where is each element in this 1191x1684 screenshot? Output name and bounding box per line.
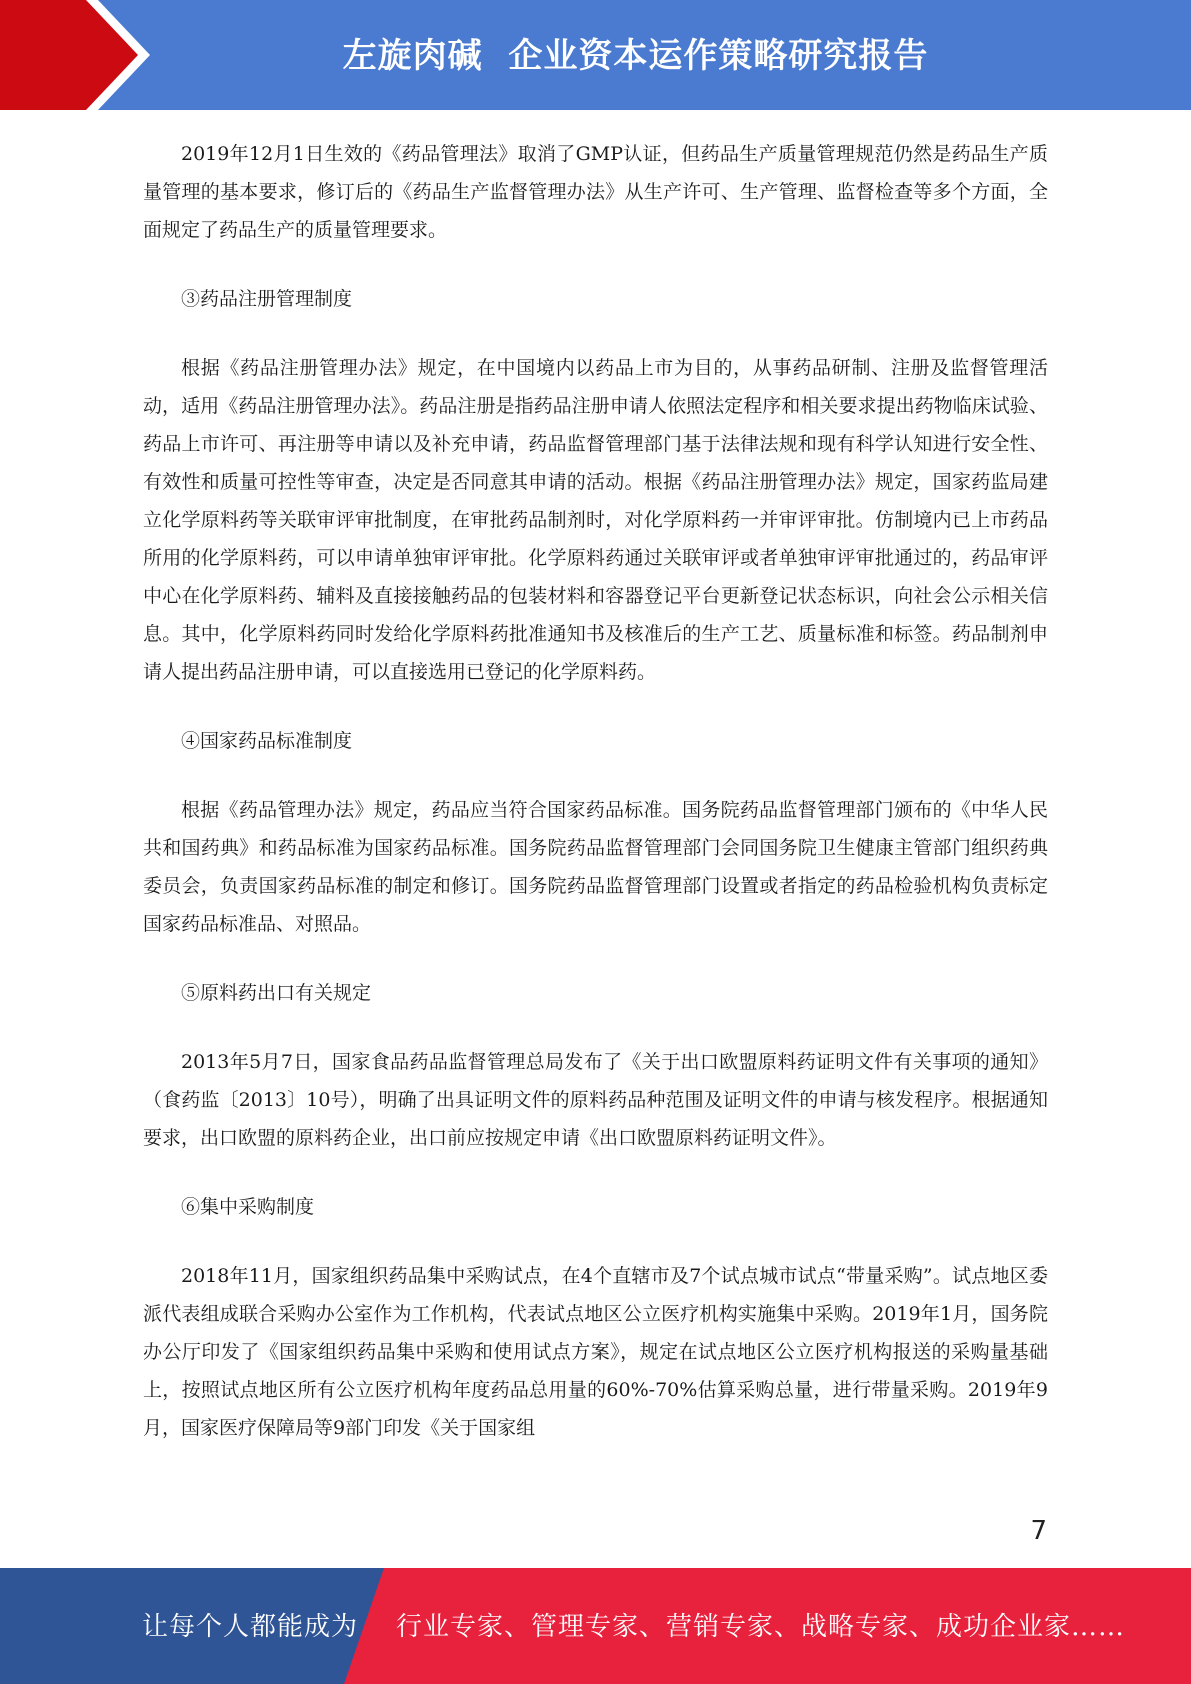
footer-banner (0, 1568, 1191, 1684)
report-title: 左旋肉碱 企业资本运作策略研究报告 (342, 36, 929, 76)
section-heading: ⑤原料药出口有关规定 (181, 982, 372, 1004)
body-paragraph: 2013年5月7日，国家食品药品监督管理总局发布了《关于出口欧盟原料药证明文件有关事项的通知》（食药监〔2013〕10号），明确了出具证明文件的原料药品种范围及证明文件的申请与核发程序。根据通知要求，出口欧盟的原料药企业，出口前应按规定申请《出口欧盟原料药证明文件》。 (143, 1051, 1048, 1149)
section-heading: ⑥集中采购制度 (181, 1196, 315, 1218)
body-paragraph: 根据《药品管理办法》规定，药品应当符合国家药品标准。国务院药品监督管理部门颁布的《中华人民共和国药典》和药品标准为国家药品标准。国务院药品监督管理部门会同国务院卫生健康主管部门组织药典委员会，负责国家药品标准的制定和修订。国务院药品监督管理部门设置或者指定的药品检验机构负责标定国家药品标准品、对照品。 (143, 799, 1048, 935)
section-heading: ③药品注册管理制度 (181, 288, 353, 310)
document-body (143, 135, 1048, 1447)
page-number: 7 (1030, 1516, 1047, 1546)
body-paragraph: 2019年12月1日生效的《药品管理法》取消了GMP认证，但药品生产质量管理规范仍然是药品生产质量管理的基本要求，修订后的《药品生产监督管理办法》从生产许可、生产管理、监督检查等多个方面，全面规定了药品生产的质量管理要求。 (143, 143, 1048, 241)
body-paragraph: 根据《药品注册管理办法》规定，在中国境内以药品上市为目的，从事药品研制、注册及监督管理活动，适用《药品注册管理办法》。药品注册是指药品注册申请人依照法定程序和相关要求提出药物临床试验、药品上市许可、再注册等申请以及补充申请，药品监督管理部门基于法律法规和现有科学认知进行安全性、有效性和质量可控性等审查，决定是否同意其申请的活动。根据《药品注册管理办法》规定，国家药监局建立化学原料药等关联审评审批制度，在审批药品制剂时，对化学原料药一并审评审批。仿制境内已上市药品所用的化学原料药，可以申请单独审评审批。化学原料药通过关联审评或者单独审评审批通过的，药品审评中心在化学原料药、辅料及直接接触药品的包装材料和容器登记平台更新登记状态标识，向社会公示相关信息。其中，化学原料药同时发给化学原料药批准通知书及核准后的生产工艺、质量标准和标签。药品制剂申请人提出药品注册申请，可以直接选用已登记的化学原料药。 (143, 357, 1048, 683)
report-header-banner (0, 0, 1191, 110)
footer-slogan-left: 让每个人都能成为 (142, 1612, 359, 1642)
footer-slogan-right: 行业专家、管理专家、营销专家、战略专家、成功企业家…… (396, 1612, 1126, 1642)
body-paragraph: 2018年11月，国家组织药品集中采购试点，在4个直辖市及7个试点城市试点“带量采购”。试点地区委派代表组成联合采购办公室作为工作机构，代表试点地区公立医疗机构实施集中采购。2019年1月，国务院办公厅印发了《国家组织药品集中采购和使用试点方案》，规定在试点地区公立医疗机构报送的采购量基础上，按照试点地区所有公立医疗机构年度药品总用量的60%-70%估算采购总量，进行带量采购。2019年9月，国家医疗保障局等9部门印发《关于国家组 (143, 1265, 1048, 1439)
section-heading: ④国家药品标准制度 (181, 730, 353, 752)
